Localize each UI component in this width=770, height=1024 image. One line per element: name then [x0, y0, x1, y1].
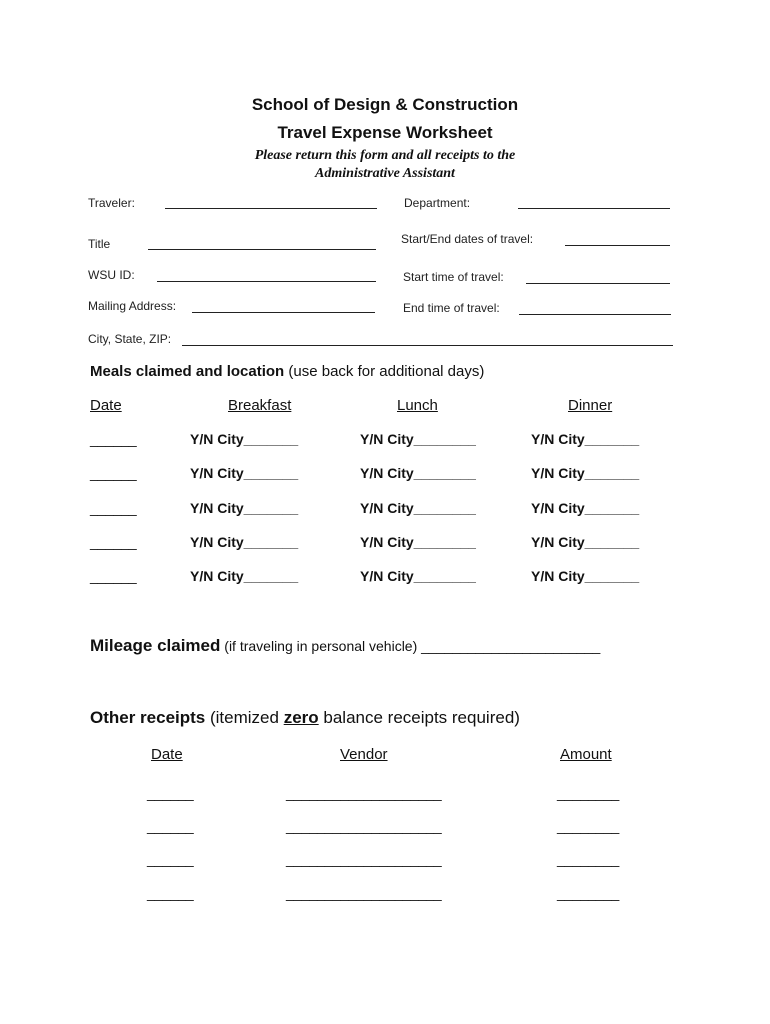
meals-col-dinner: Dinner — [568, 397, 613, 414]
traveler-field[interactable] — [165, 208, 377, 209]
traveler-label: Traveler: — [88, 196, 135, 210]
meal-breakfast-field[interactable]: Y/N City_______ — [190, 465, 299, 481]
city-state-zip-field[interactable] — [182, 345, 673, 346]
meals-col-breakfast: Breakfast — [228, 397, 292, 414]
form-title: School of Design & Construction — [251, 95, 519, 114]
meal-dinner-field[interactable]: Y/N City_______ — [531, 534, 640, 550]
meal-lunch-field[interactable]: Y/N City________ — [360, 568, 476, 584]
receipts-col-amount: Amount — [560, 746, 612, 763]
meals-col-lunch: Lunch — [397, 397, 438, 414]
meal-lunch-field[interactable]: Y/N City________ — [360, 431, 476, 447]
mileage-heading: Mileage claimed — [90, 636, 221, 655]
city-state-zip-label: City, State, ZIP: — [88, 332, 172, 346]
start-time-label: Start time of travel: — [403, 270, 504, 284]
receipt-amount-field[interactable]: ________ — [557, 818, 620, 834]
meals-col-date: Date — [90, 397, 122, 414]
end-time-label: End time of travel: — [403, 301, 500, 315]
end-time-field[interactable] — [519, 314, 671, 315]
meal-date-field[interactable]: ______ — [90, 500, 137, 516]
department-label: Department: — [404, 196, 471, 210]
receipt-vendor-field[interactable]: ____________________ — [286, 851, 442, 867]
start-time-field[interactable] — [526, 283, 670, 284]
mileage-line[interactable] — [90, 636, 600, 656]
meal-breakfast-field[interactable]: Y/N City_______ — [190, 534, 299, 550]
meal-breakfast-field[interactable]: Y/N City_______ — [190, 431, 299, 447]
receipt-vendor-field[interactable]: ____________________ — [286, 785, 442, 801]
receipt-amount-field[interactable]: ________ — [557, 785, 620, 801]
travel-dates-label: Start/End dates of travel: — [401, 232, 534, 246]
receipt-vendor-field[interactable]: ____________________ — [286, 818, 442, 834]
other-receipts-heading: Other receipts (itemized zero balance receipts required) — [90, 708, 520, 727]
receipt-vendor-field[interactable]: ____________________ — [286, 885, 442, 901]
travel-dates-field[interactable] — [565, 245, 670, 246]
title-label: Title — [88, 237, 111, 251]
meal-dinner-field[interactable]: Y/N City_______ — [531, 500, 640, 516]
wsu-id-label: WSU ID: — [88, 268, 135, 282]
receipts-col-vendor: Vendor — [340, 746, 388, 763]
receipt-amount-field[interactable]: ________ — [557, 851, 620, 867]
receipt-date-field[interactable]: ______ — [147, 885, 194, 901]
meal-dinner-field[interactable]: Y/N City_______ — [531, 568, 640, 584]
meal-breakfast-field[interactable]: Y/N City_______ — [190, 500, 299, 516]
receipt-date-field[interactable]: ______ — [147, 818, 194, 834]
title-field[interactable] — [148, 249, 376, 250]
mailing-address-label: Mailing Address: — [88, 299, 177, 313]
receipt-date-field[interactable]: ______ — [147, 785, 194, 801]
meal-breakfast-field[interactable]: Y/N City_______ — [190, 568, 299, 584]
mileage-field[interactable]: (if traveling in personal vehicle) _______________________ — [220, 638, 601, 654]
meal-lunch-field[interactable]: Y/N City________ — [360, 500, 476, 516]
meals-heading: Meals claimed and location (use back for additional days) — [90, 363, 485, 380]
instruction-line-2: Administrative Assistant — [315, 166, 455, 181]
meal-date-field[interactable]: ______ — [90, 431, 137, 447]
department-field[interactable] — [518, 208, 670, 209]
meal-dinner-field[interactable]: Y/N City_______ — [531, 465, 640, 481]
receipts-col-date: Date — [151, 746, 183, 763]
meal-date-field[interactable]: ______ — [90, 465, 137, 481]
mailing-address-field[interactable] — [192, 312, 375, 313]
meal-date-field[interactable]: ______ — [90, 534, 137, 550]
form-subtitle: Travel Expense Worksheet — [277, 123, 493, 142]
meal-date-field[interactable]: ______ — [90, 568, 137, 584]
instruction-line-1: Please return this form and all receipts to the — [254, 148, 516, 163]
meal-lunch-field[interactable]: Y/N City________ — [360, 534, 476, 550]
meal-dinner-field[interactable]: Y/N City_______ — [531, 431, 640, 447]
receipt-amount-field[interactable]: ________ — [557, 885, 620, 901]
receipt-date-field[interactable]: ______ — [147, 851, 194, 867]
wsu-id-field[interactable] — [157, 281, 376, 282]
meal-lunch-field[interactable]: Y/N City________ — [360, 465, 476, 481]
